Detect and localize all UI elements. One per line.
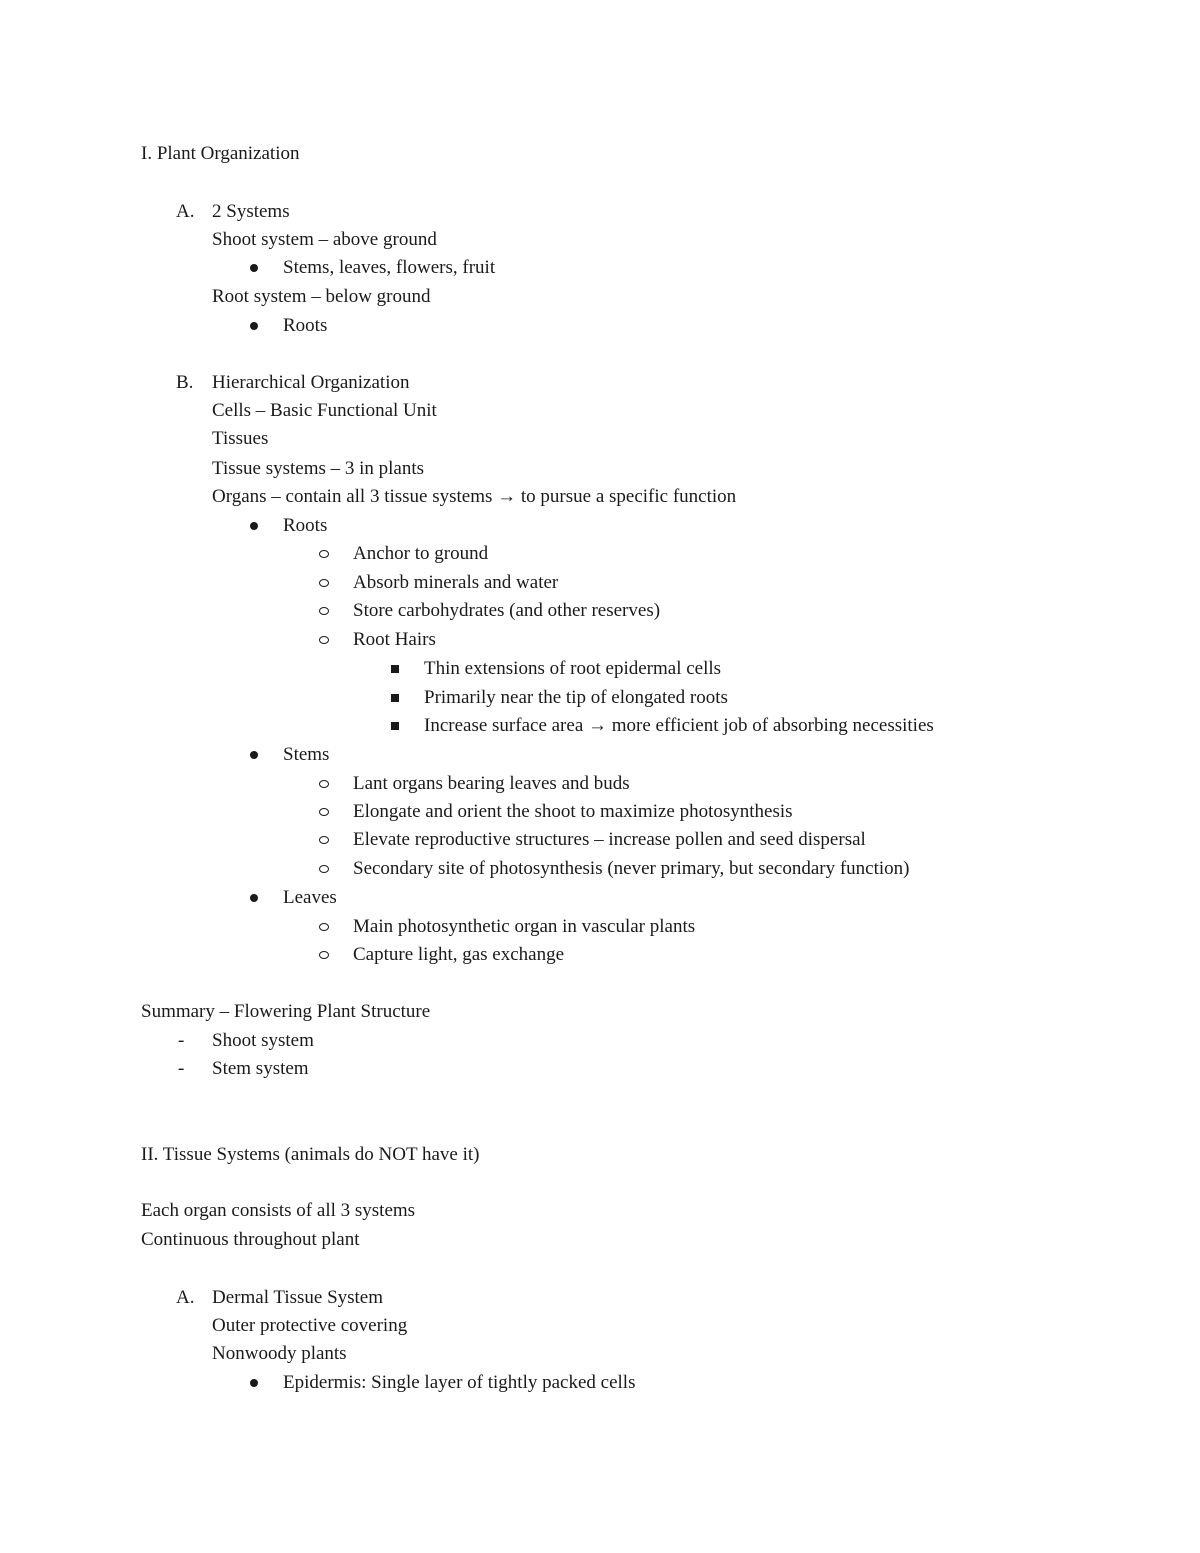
bullet-circle-icon <box>319 579 329 587</box>
roots-label: Roots <box>283 515 328 536</box>
stems-item: Lant organs bearing leaves and buds <box>353 773 630 794</box>
summary-item: Stem system <box>212 1058 309 1079</box>
bullet-dot-icon <box>250 522 258 530</box>
hierarchy-line: Tissue systems – 3 in plants <box>212 458 425 479</box>
summary-heading: Summary – Flowering Plant Structure <box>141 1001 431 1022</box>
root-hairs-item: Increase surface area → more efficient job of absorbing necessities <box>424 715 934 736</box>
dermal-title: Dermal Tissue System <box>212 1287 384 1308</box>
dermal-line: Nonwoody plants <box>212 1343 347 1364</box>
leaves-item: Capture light, gas exchange <box>353 944 565 965</box>
section-2-line: Continuous throughout plant <box>141 1229 360 1250</box>
section-2-heading: II. Tissue Systems (animals do NOT have it) <box>141 1144 480 1165</box>
stems-item: Secondary site of photosynthesis (never primary, but secondary function) <box>353 858 910 879</box>
bullet-dot-icon <box>250 264 258 272</box>
summary-item: Shoot system <box>212 1030 314 1051</box>
root-hairs-item: Thin extensions of root epidermal cells <box>424 658 722 679</box>
leaves-item: Main photosynthetic organ in vascular plants <box>353 916 696 937</box>
bullet-square-icon <box>391 694 399 702</box>
part-b-title: Hierarchical Organization <box>212 372 410 393</box>
roots-item: Store carbohydrates (and other reserves) <box>353 600 661 621</box>
roots-item: Absorb minerals and water <box>353 572 559 593</box>
bullet-circle-icon <box>319 836 329 844</box>
leaves-label: Leaves <box>283 887 337 908</box>
part-a-marker: A. <box>176 1287 195 1308</box>
part-a-marker: A. <box>176 201 195 222</box>
dermal-bullet: Epidermis: Single layer of tightly packed cells <box>283 1372 636 1393</box>
root-system-bullet: Roots <box>283 315 328 336</box>
bullet-circle-icon <box>319 607 329 615</box>
roots-item: Anchor to ground <box>353 543 489 564</box>
bullet-circle-icon <box>319 636 329 644</box>
bullet-dot-icon <box>250 751 258 759</box>
bullet-circle-icon <box>319 808 329 816</box>
stems-item: Elongate and orient the shoot to maximize photosynthesis <box>353 801 793 822</box>
section-1-heading: I. Plant Organization <box>141 143 300 164</box>
stems-item: Elevate reproductive structures – increase pollen and seed dispersal <box>353 829 866 850</box>
bullet-dot-icon <box>250 322 258 330</box>
bullet-circle-icon <box>319 550 329 558</box>
summary-dash: - <box>178 1030 185 1051</box>
bullet-circle-icon <box>319 865 329 873</box>
bullet-circle-icon <box>319 780 329 788</box>
part-b-marker: B. <box>176 372 194 393</box>
bullet-dot-icon <box>250 894 258 902</box>
bullet-dot-icon <box>250 1379 258 1387</box>
shoot-system-line: Shoot system – above ground <box>212 229 437 250</box>
part-a-title: 2 Systems <box>212 201 290 222</box>
bullet-square-icon <box>391 665 399 673</box>
hierarchy-line: Tissues <box>212 428 269 449</box>
dermal-line: Outer protective covering <box>212 1315 408 1336</box>
bullet-circle-icon <box>319 923 329 931</box>
shoot-system-bullet: Stems, leaves, flowers, fruit <box>283 257 496 278</box>
root-system-line: Root system – below ground <box>212 286 431 307</box>
bullet-circle-icon <box>319 951 329 959</box>
bullet-square-icon <box>391 722 399 730</box>
hierarchy-line: Organs – contain all 3 tissue systems → to pursue a specific function <box>212 486 737 507</box>
summary-dash: - <box>178 1058 185 1079</box>
hierarchy-line: Cells – Basic Functional Unit <box>212 400 437 421</box>
roots-item: Root Hairs <box>353 629 436 650</box>
section-2-line: Each organ consists of all 3 systems <box>141 1200 416 1221</box>
stems-label: Stems <box>283 744 330 765</box>
root-hairs-item: Primarily near the tip of elongated roots <box>424 687 728 708</box>
